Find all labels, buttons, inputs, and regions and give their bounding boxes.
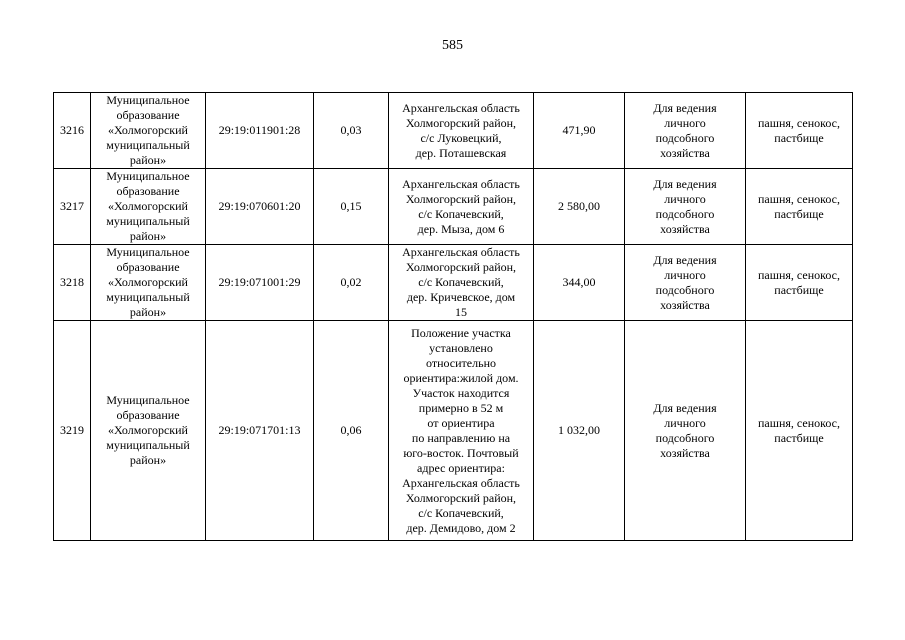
address-line: примерно в 52 м [418,400,504,415]
usage-cell [746,169,853,245]
usage-cell [746,93,853,169]
owner-line: «Холмогорский [108,423,188,437]
owner-line: район» [129,153,167,167]
area-value: 0,02 [314,245,389,321]
table-row [54,169,853,245]
price-value: 2 580,00 [534,169,625,245]
area-value: 0,15 [314,169,389,245]
purpose-line: хозяйства [660,297,710,312]
address-line: дер. Мыза, дом 6 [417,221,505,236]
address-line: дер. Кричевское, дом [406,290,516,304]
owner-line: Муниципальное [106,245,190,259]
purpose-line: подсобного [655,282,715,297]
purpose-line: Для ведения [653,176,717,191]
address-line: Архангельская область [402,245,520,259]
owner-line: муниципальный [106,138,190,152]
row-number: 3216 [54,93,91,169]
owner-line: Муниципальное [106,93,190,107]
owner-line: Муниципальное [106,393,190,407]
purpose-line: личного [664,267,706,282]
usage-line: пастбище [774,430,824,445]
usage-line: пастбище [774,206,824,221]
address-line: Участок находится [412,385,510,400]
owner-line: район» [129,453,167,467]
purpose-line: хозяйства [660,221,710,236]
purpose-line: подсобного [655,430,715,445]
table-row [54,245,853,321]
address-line: по направлению на [411,430,511,445]
address-line: Холмогорский район, [405,191,517,206]
usage-line: пашня, сенокос, [758,191,840,206]
purpose-cell [625,321,746,541]
address-line: юго-восток. Почтовый [403,445,519,460]
owner-line: «Холмогорский [108,199,188,213]
purpose-line: Для ведения [653,100,717,115]
owner-cell [91,321,206,541]
purpose-line: хозяйства [660,445,710,460]
address-line: с/с Копачевский, [418,206,504,221]
usage-line: пастбище [774,130,824,145]
address-line: установлено [429,340,493,355]
price-value: 344,00 [534,245,625,321]
address-cell [389,93,534,169]
owner-line: образование [116,184,180,198]
address-line: адрес ориентира: [417,460,505,475]
usage-line: пашня, сенокос, [758,415,840,430]
address-line: Архангельская область [402,100,520,115]
usage-cell [746,321,853,541]
address-line: от ориентира [427,415,495,430]
owner-line: муниципальный [106,214,190,228]
price-value: 1 032,00 [534,321,625,541]
owner-cell [91,93,206,169]
purpose-cell [625,93,746,169]
table-row [54,93,853,169]
owner-line: район» [129,229,167,243]
owner-line: Муниципальное [106,169,190,183]
usage-line: пастбище [774,282,824,297]
cadastral-number: 29:19:070601:20 [206,169,314,245]
purpose-line: подсобного [655,130,715,145]
address-line: 15 [455,305,467,319]
owner-cell [91,169,206,245]
address-line: относительно [425,355,496,370]
owner-line: образование [116,408,180,422]
address-line: дер. Демидово, дом 2 [406,520,516,535]
owner-line: образование [116,108,180,122]
owner-cell [91,245,206,321]
address-line: с/с Копачевский, [418,275,504,289]
row-number: 3219 [54,321,91,541]
purpose-line: личного [664,415,706,430]
row-number: 3217 [54,169,91,245]
address-cell [389,321,534,541]
purpose-line: Для ведения [653,252,717,267]
address-cell [389,245,534,321]
address-line: дер. Поташевская [415,145,507,160]
owner-line: «Холмогорский [108,123,188,137]
purpose-line: личного [664,191,706,206]
address-line: Архангельская область [402,475,520,490]
price-value: 471,90 [534,93,625,169]
page-number: 585 [442,38,463,53]
area-value: 0,03 [314,93,389,169]
purpose-cell [625,169,746,245]
address-line: Холмогорский район, [405,490,517,505]
purpose-line: личного [664,115,706,130]
purpose-line: хозяйства [660,145,710,160]
address-line: Архангельская область [402,176,520,191]
address-line: с/с Луковецкий, [420,130,502,145]
usage-line: пашня, сенокос, [758,115,840,130]
owner-line: образование [116,260,180,274]
cadastral-number: 29:19:071701:13 [206,321,314,541]
usage-cell [746,245,853,321]
purpose-cell [625,245,746,321]
address-line: ориентира:жилой дом. [403,370,519,385]
row-number: 3218 [54,245,91,321]
owner-line: район» [129,305,167,319]
usage-line: пашня, сенокос, [758,267,840,282]
address-line: Холмогорский район, [405,115,517,130]
table-row [54,321,853,541]
purpose-line: подсобного [655,206,715,221]
owner-line: муниципальный [106,438,190,452]
cadastral-number: 29:19:071001:29 [206,245,314,321]
owner-line: муниципальный [106,290,190,304]
purpose-line: Для ведения [653,400,717,415]
land-registry-table [53,92,853,541]
address-line: Положение участка [411,325,511,340]
cadastral-number: 29:19:011901:28 [206,93,314,169]
address-cell [389,169,534,245]
address-line: Холмогорский район, [405,260,517,274]
owner-line: «Холмогорский [108,275,188,289]
area-value: 0,06 [314,321,389,541]
address-line: с/с Копачевский, [418,505,504,520]
